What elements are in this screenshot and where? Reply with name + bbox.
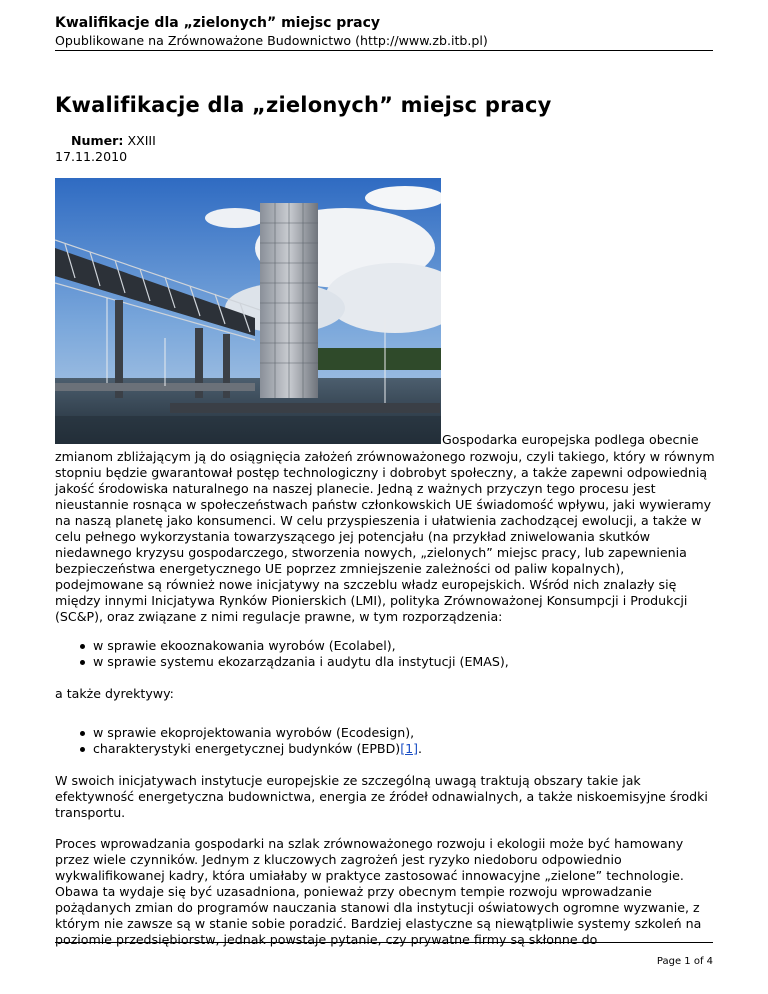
issue-label: Numer: [71,133,124,148]
footer-divider [55,942,713,943]
directives-intro: a także dyrektywy: [55,686,174,701]
running-header-title: Kwalifikacje dla „zielonych” miejsc pracy [55,15,381,31]
page-number: Page 1 of 4 [656,956,713,967]
issue-value: XXIII [127,133,156,148]
intro-paragraph-text: zmianom zbliżającym ją do osiągnięcia założeń zrównoważonego rozwoju, czyli takiego, który w równym stopniu będzie gwarantował postęp technologiczny i dobrobyt społeczny, a także zapewni odpowiednią jakość środowiska naturalnego na naszej planecie. Jedną z ważnych przyczyn tego procesu jest nieustannie rosnąca w społeczeństwach państw członkowskich UE świadomość wpływu, jaki wywieramy na naszą planetę jako konsumenci. W celu przyspieszenia i ułatwienia zachodzącej ewolucji, a także w celu pełnego wykorzystania towarzyszącego jej potencjału (na przykład zniwelowania skutków niedawnego kryzysu gospodarczego, stworzenia nowych, „zielonych” miejsc pracy, lub zapewnienia bezpieczeństwa energetycznego UE poprzez zmniejszenie zależności od paliw kopalnych), podejmowane są również nowe inicjatywy na szczeblu władz europejskich. Wśród nich znalazły się między innymi Inicjatywa Rynków Pionierskich (LMI), polityka Zrównoważonej Konsumpcji i Produkcji (SC&P), oraz związane z nimi regulacje prawne, w tym rozporządzenia: [55,449,715,624]
regulations-list [55,638,715,670]
issue-number [71,133,156,148]
directive-end: . [418,741,423,756]
list-item: w sprawie ekoprojektowania wyrobów (Ecodesign), [93,725,715,741]
list-item: w sprawie ekooznakowania wyrobów (Ecolabel), [93,638,715,654]
article-title: Kwalifikacje dla „zielonych” miejsc pracy [55,93,552,117]
intro-paragraph [55,449,715,625]
running-header-source: Opublikowane na Zrównoważone Budownictwo (http://www.zb.itb.pl) [55,33,488,48]
article-photo [55,178,441,444]
publication-date: 17.11.2010 [55,149,128,164]
directive-text: charakterystyki energetycznej budynków (EPBD) [93,741,401,756]
paragraph-2 [55,773,715,821]
footnote-link[interactable]: [1] [400,741,419,756]
list-item: w sprawie systemu ekozarządzania i audytu dla instytucji (EMAS), [93,654,715,670]
intro-first-line: Gospodarka europejska podlega obecnie [442,432,699,447]
header-divider [55,50,713,51]
directives-list [55,725,715,757]
paragraph-3 [55,836,715,948]
list-item [93,741,715,757]
paragraph-2-text: W swoich inicjatywach instytucje europejskie ze szczególną uwagą traktują obszary takie jak efektywność energetyczna budownictwa, energia ze źródeł odnawialnych, a także niskoemisyjne środki transportu. [55,773,708,820]
paragraph-3-text: Proces wprowadzania gospodarki na szlak zrównoważonego rozwoju i ekologii może być hamowany przez wiele czynników. Jednym z kluczowych zagrożeń jest ryzyko niedoboru odpowiednio wykwalifikowanej kadry, która umiałaby w praktyce zastosować innowacyjne „zielone” technologie. Obawa ta wydaje się być uzasadniona, ponieważ przy obecnym tempie rozwoju wprowadzanie pożądanych zmian do programów nauczania stanowi dla instytucji oświatowych ogromne wyzwanie, z którym nie zawsze są w stanie sobie poradzić. Bardziej elastyczne są niewątpliwie systemy szkoleń na poziomie przedsiębiorstw, jednak powstaje pytanie, czy prywatne firmy są skłonne do [55,836,702,947]
